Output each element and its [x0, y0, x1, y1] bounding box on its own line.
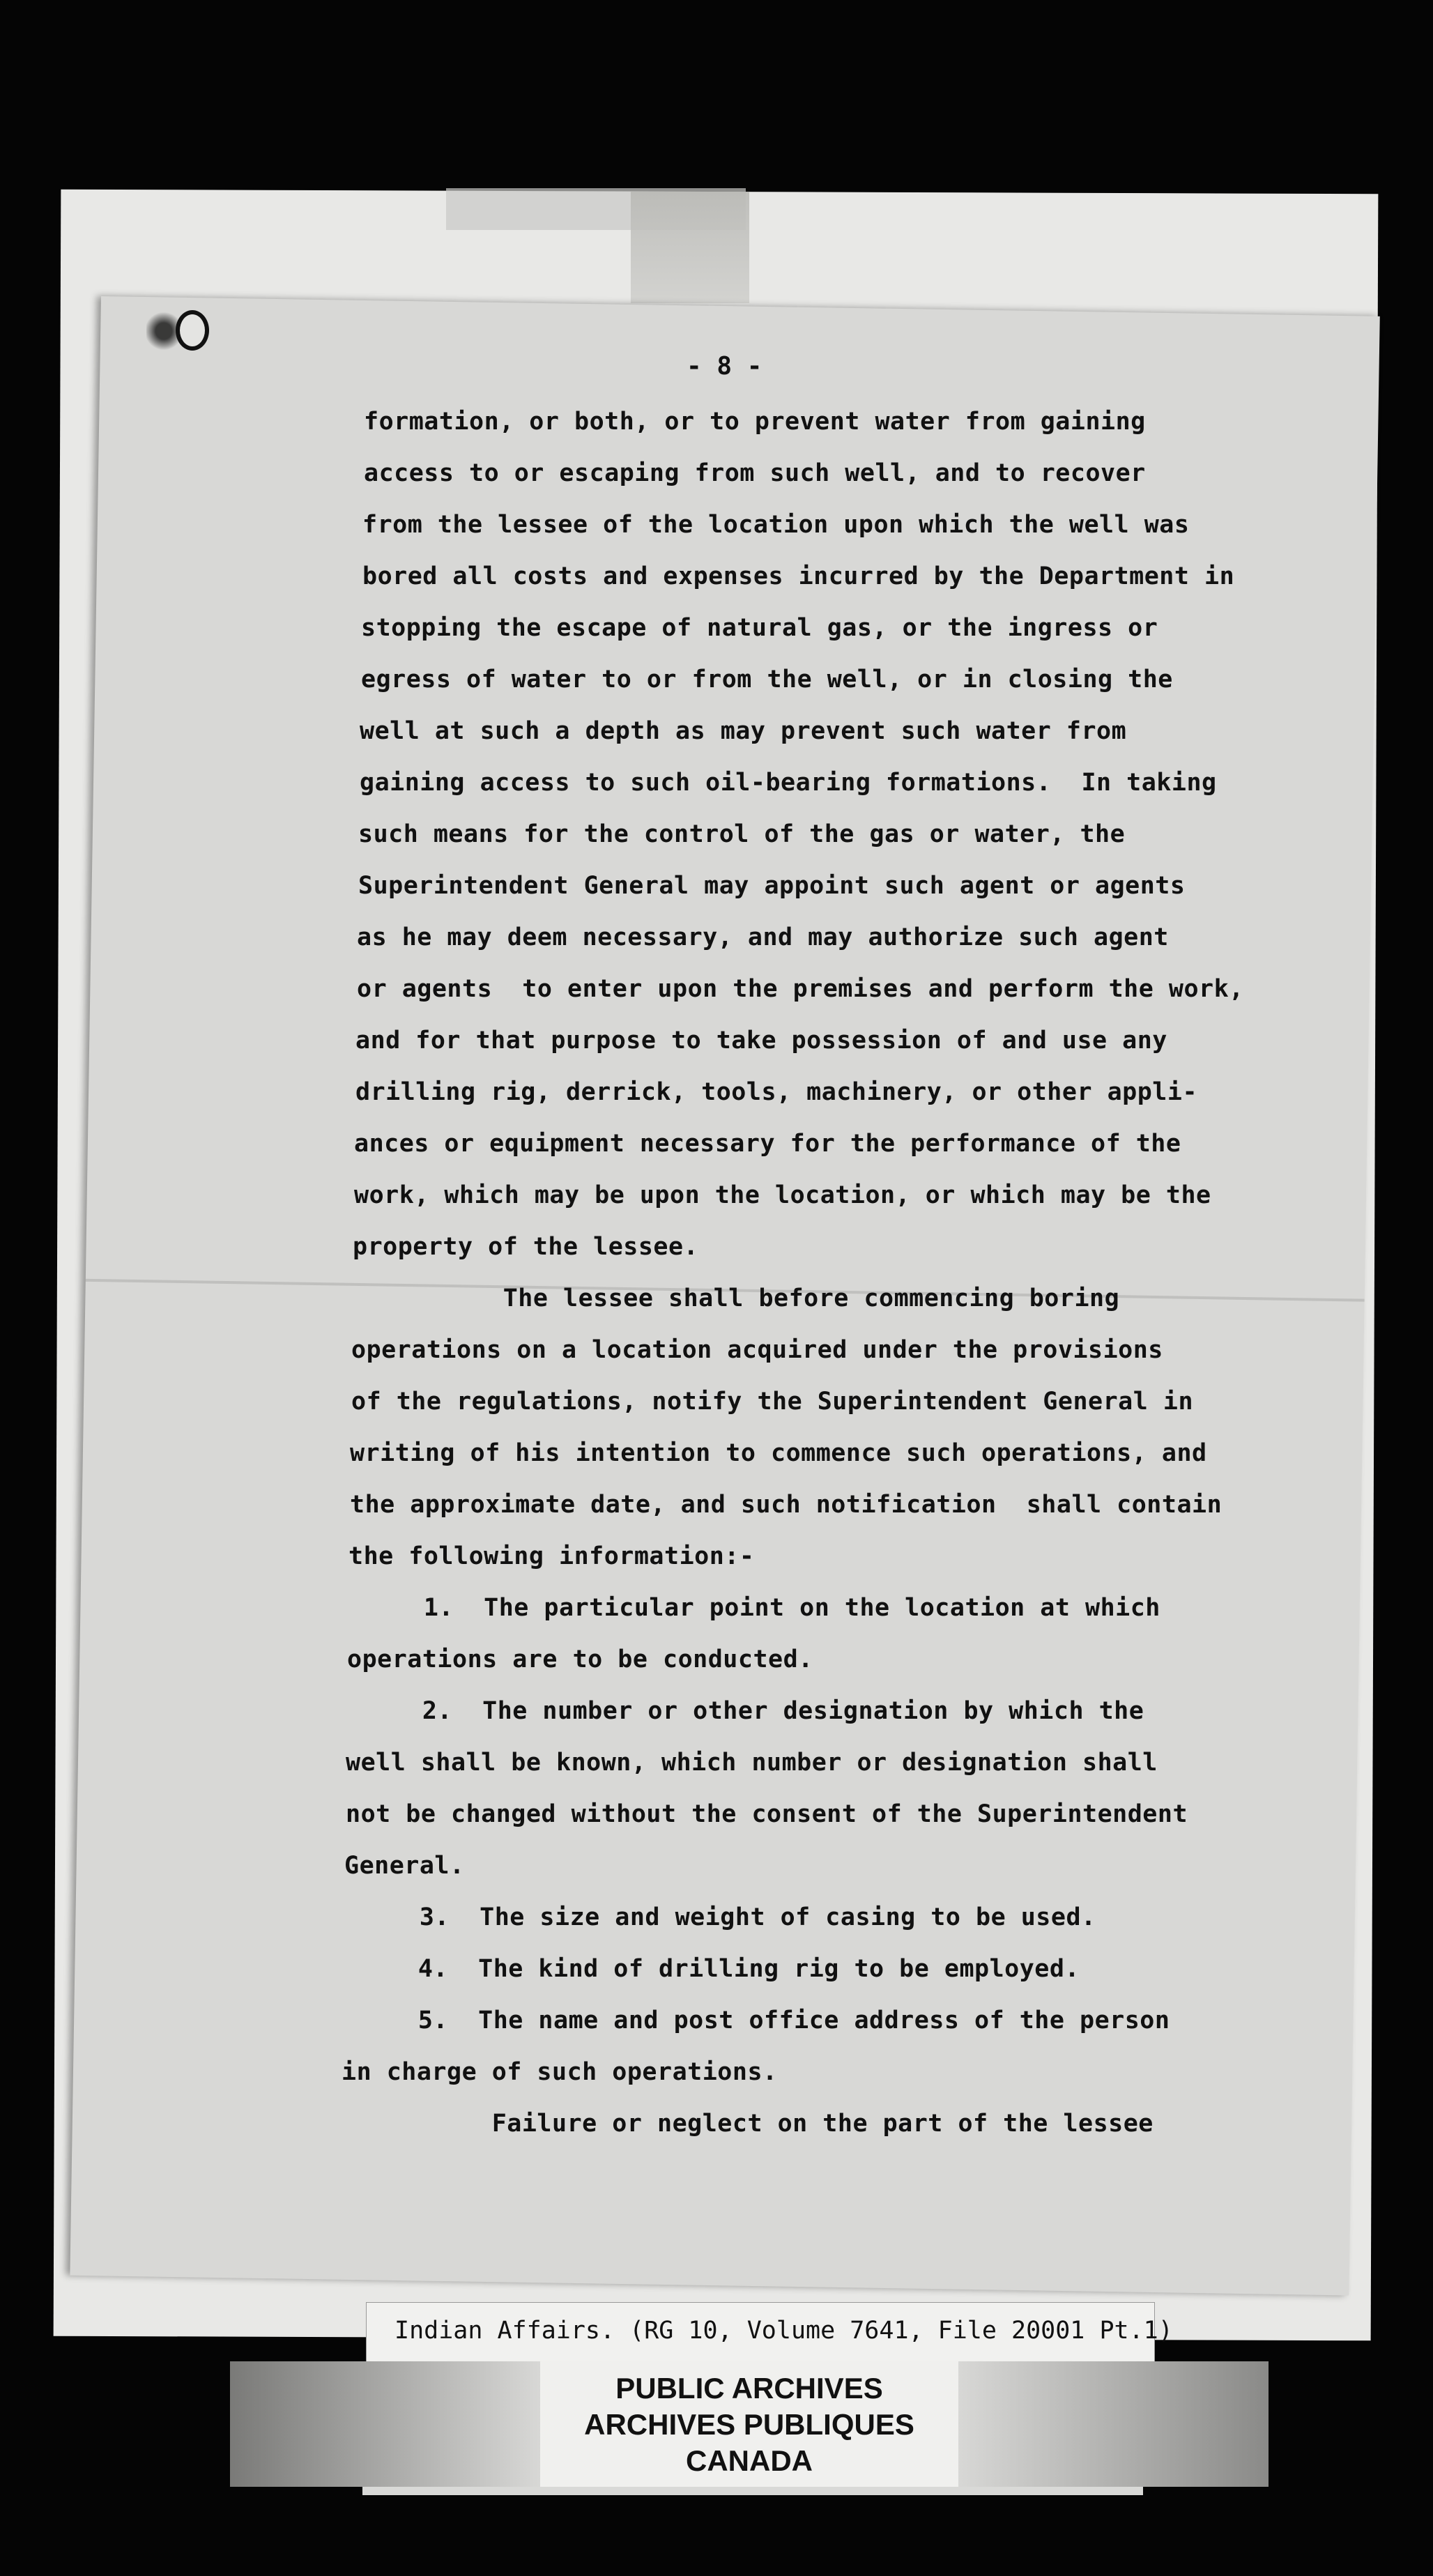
text-line: 5. The name and post office address of the person	[343, 2007, 1170, 2034]
text-line: 4. The kind of drilling rig to be employed.	[343, 1955, 1080, 1983]
text-line: drilling rig, derrick, tools, machinery, or other appli-	[355, 1078, 1198, 1106]
archive-stamp-inner	[540, 2361, 958, 2487]
text-line: work, which may be upon the location, or which may be the	[354, 1181, 1211, 1209]
text-line: and for that purpose to take possession of and use any	[355, 1027, 1167, 1055]
text-line: 1. The particular point on the location at which	[348, 1594, 1160, 1622]
text-line: or agents to enter upon the premises and perform the work,	[357, 975, 1244, 1003]
text-line: Failure or neglect on the part of the lessee	[342, 2110, 1154, 2138]
text-line: operations are to be conducted.	[347, 1646, 813, 1673]
stamp-line-3: CANADA	[686, 2444, 813, 2477]
archive-reference-label	[366, 2302, 1173, 2362]
text-line: the approximate date, and such notification shall contain	[350, 1491, 1223, 1519]
text-line: ances or equipment necessary for the performance of the	[354, 1130, 1181, 1158]
stamp-line-2: ARCHIVES PUBLIQUES	[584, 2408, 914, 2441]
punch-hole	[176, 310, 209, 351]
text-line: The lessee shall before commencing boring	[353, 1285, 1120, 1312]
text-line: operations on a location acquired under the provisions	[351, 1336, 1163, 1364]
text-line: writing of his intention to commence such operations, and	[350, 1439, 1207, 1467]
text-line: General.	[344, 1852, 465, 1880]
text-line: not be changed without the consent of the Superintendent	[346, 1800, 1188, 1828]
text-line: stopping the escape of natural gas, or the ingress or	[361, 614, 1158, 642]
text-line: well at such a depth as may prevent such water from	[360, 717, 1127, 745]
text-line: in charge of such operations.	[342, 2058, 778, 2086]
text-line: 2. The number or other designation by which the	[347, 1697, 1144, 1725]
text-line: from the lessee of the location upon which the well was	[362, 511, 1190, 539]
text-line: gaining access to such oil-bearing formations. In taking	[360, 769, 1217, 797]
text-line: 3. The size and weight of casing to be used.	[344, 1903, 1096, 1931]
page-number: - 8 -	[687, 352, 763, 381]
text-line: of the regulations, notify the Superintendent General in	[351, 1388, 1194, 1416]
text-line: formation, or both, or to prevent water from gaining	[364, 408, 1146, 436]
stamp-line-1: PUBLIC ARCHIVES	[615, 2372, 883, 2405]
text-line: access to or escaping from such well, and to recover	[364, 459, 1146, 487]
text-line: such means for the control of the gas or water, the	[358, 820, 1126, 848]
text-line: as he may deem necessary, and may authorize such agent	[357, 923, 1169, 951]
text-line: well shall be known, which number or designation shall	[346, 1749, 1158, 1777]
text-line: bored all costs and expenses incurred by the Department in	[362, 562, 1235, 590]
text-line: the following information:-	[348, 1542, 755, 1570]
archive-stamp	[230, 2361, 1269, 2487]
tape-piece	[631, 192, 749, 303]
bottom-strip	[362, 2487, 1143, 2495]
text-line: Superintendent General may appoint such agent or agents	[358, 872, 1186, 900]
text-line: egress of water to or from the well, or in closing the	[361, 666, 1173, 693]
text-line: property of the lessee.	[353, 1233, 699, 1261]
archive-reference-text: Indian Affairs. (RG 10, Volume 7641, File 20001 Pt.1)	[394, 2317, 1173, 2345]
